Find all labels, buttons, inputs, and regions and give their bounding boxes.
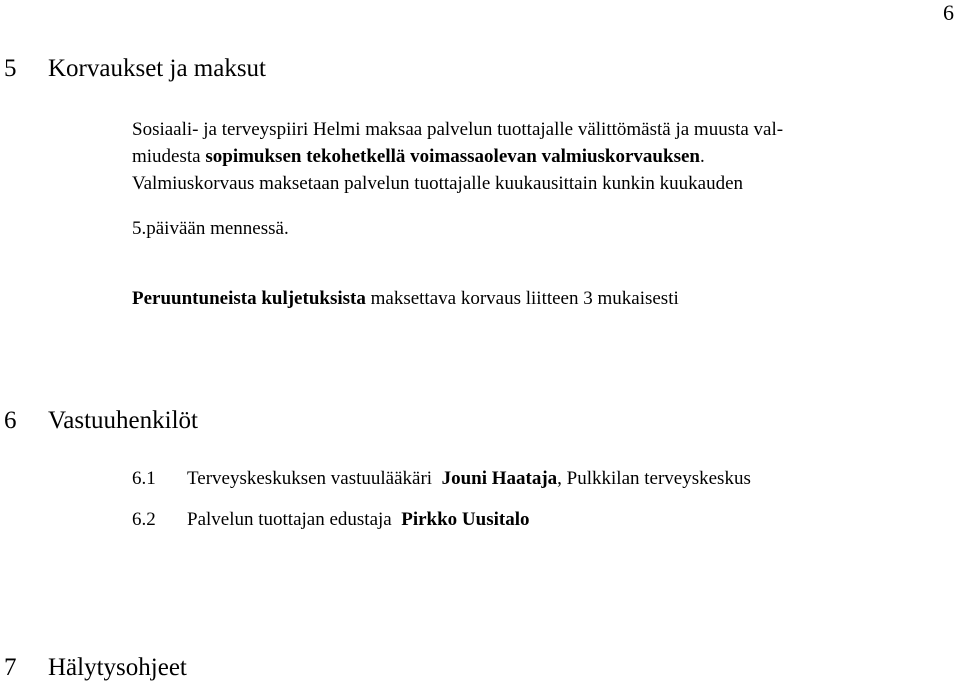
list-item <box>132 508 530 532</box>
section-title: Vastuuhenkilöt <box>48 407 198 434</box>
paragraph-line <box>132 145 705 169</box>
text-run: Terveyskeskuksen vastuulääkäri <box>187 468 442 489</box>
paragraph-line: Valmiuskorvaus maksetaan palvelun tuottajalle kuukausittain kunkin kuukauden <box>132 173 744 194</box>
paragraph-line: Sosiaali- ja terveyspiiri Helmi maksaa palvelun tuottajalle välittömästä ja muusta val- <box>132 119 784 140</box>
list-item-number: 6.1 <box>132 468 156 489</box>
section-heading-7 <box>4 653 187 683</box>
text-run: Palvelun tuottajan edustaja <box>187 509 402 530</box>
text-run: miudesta <box>132 146 206 167</box>
section-number: 5 <box>4 55 17 82</box>
bold-text-run: Peruuntuneista kuljetuksista <box>132 288 366 309</box>
section-heading-6 <box>4 406 198 436</box>
section-title: Korvaukset ja maksut <box>48 55 267 82</box>
section-number: 6 <box>4 407 17 434</box>
list-item-number: 6.2 <box>132 509 156 530</box>
bold-text-run: sopimuksen tekohetkellä voimassaolevan valmiuskorvauksen <box>205 146 700 167</box>
text-run: maksettava korvaus liitteen 3 mukaisesti <box>365 288 679 309</box>
page-number: 6 <box>943 0 954 25</box>
bold-text-run: Pirkko Uusitalo <box>401 509 530 530</box>
bold-text-run: Jouni Haataja <box>441 468 558 489</box>
text-run: , Pulkkilan terveyskeskus <box>557 468 751 489</box>
paragraph-line <box>132 287 679 311</box>
section-heading-5 <box>4 54 266 84</box>
text-run: . <box>699 146 705 167</box>
paragraph-line: 5.päivään mennessä. <box>132 218 289 239</box>
section-title: Hälytysohjeet <box>48 654 187 681</box>
list-item <box>132 467 751 491</box>
section-number: 7 <box>4 654 17 681</box>
